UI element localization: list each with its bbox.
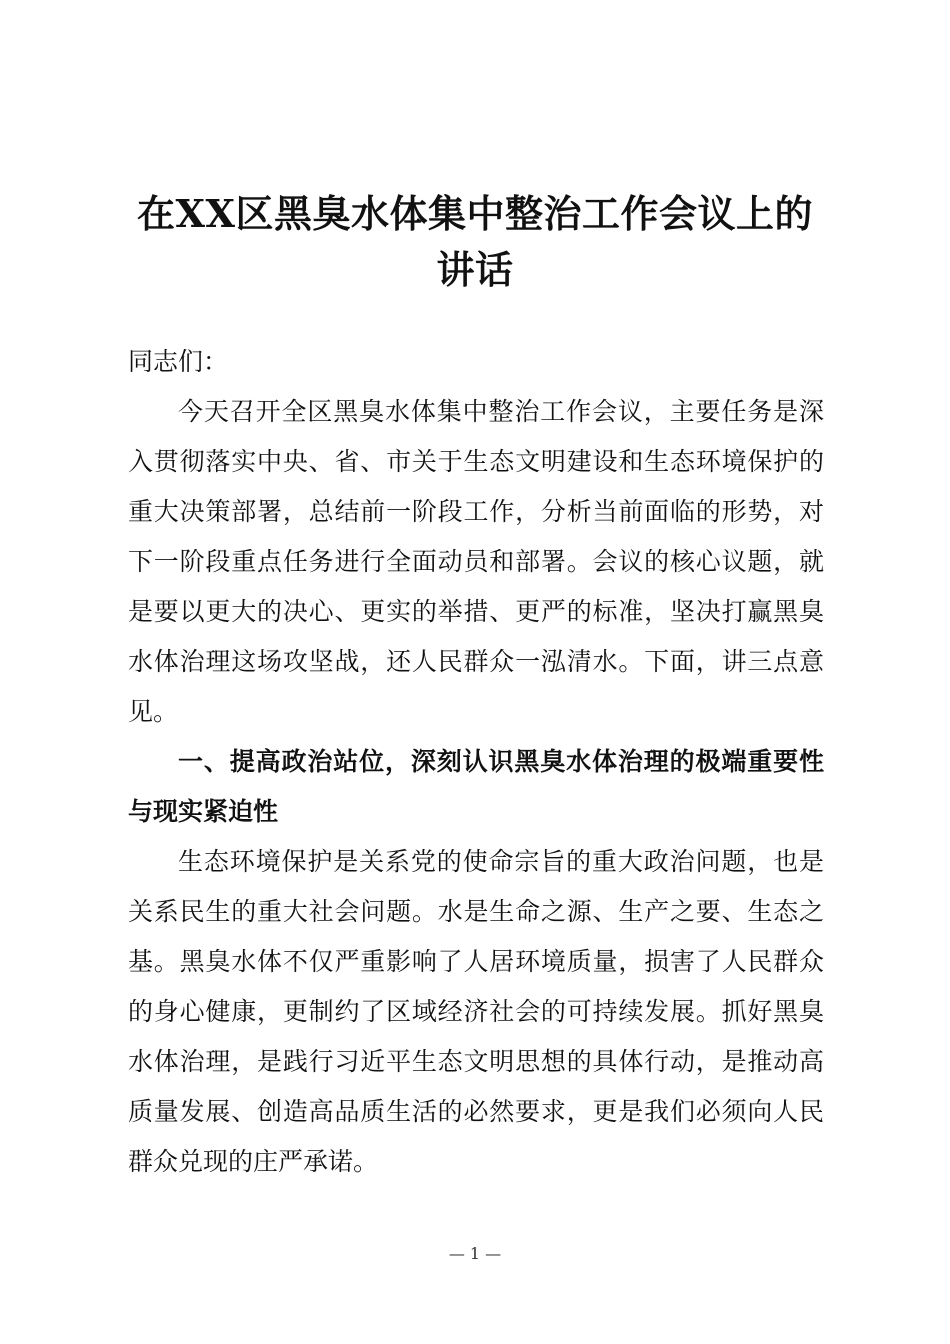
salutation: 同志们： [128, 347, 229, 376]
paragraph-section-1: 生态环境保护是关系党的使命宗旨的重大政治问题，也是关系民生的重大社会问题。水是生命之源、生产之要、生态之基。黑臭水体不仅严重影响了人居环境质量，损害了人民群众的身心健康，更制约了区域经济社会的可持续发展。抓好黑臭水体治理，是践行习近平生态文明思想的具体行动，是推动高质量发展、创造高品质生活的必然要求，更是我们必须向人民群众兑现的庄严承诺。 [128, 847, 824, 1176]
document-body [128, 337, 824, 1187]
paragraph-intro: 今天召开全区黑臭水体集中整治工作会议，主要任务是深入贯彻落实中央、省、市关于生态文明建设和生态环境保护的重大决策部署，总结前一阶段工作，分析当前面临的形势，对下一阶段重点任务进行全面动员和部署。会议的核心议题，就是要以更大的决心、更实的举措、更严的标准，坚决打赢黑臭水体治理这场攻坚战，还人民群众一泓清水。下面，讲三点意见。 [128, 397, 824, 726]
section-heading-1: 一、提高政治站位，深刻认识黑臭水体治理的极端重要性与现实紧迫性 [128, 747, 824, 826]
title-line-2: 讲话 [436, 247, 514, 292]
title-line-1: 在XX区黑臭水体集中整治工作会议上的 [137, 191, 813, 236]
page-number: — 1 — [448, 1244, 502, 1263]
document-title [110, 186, 840, 298]
